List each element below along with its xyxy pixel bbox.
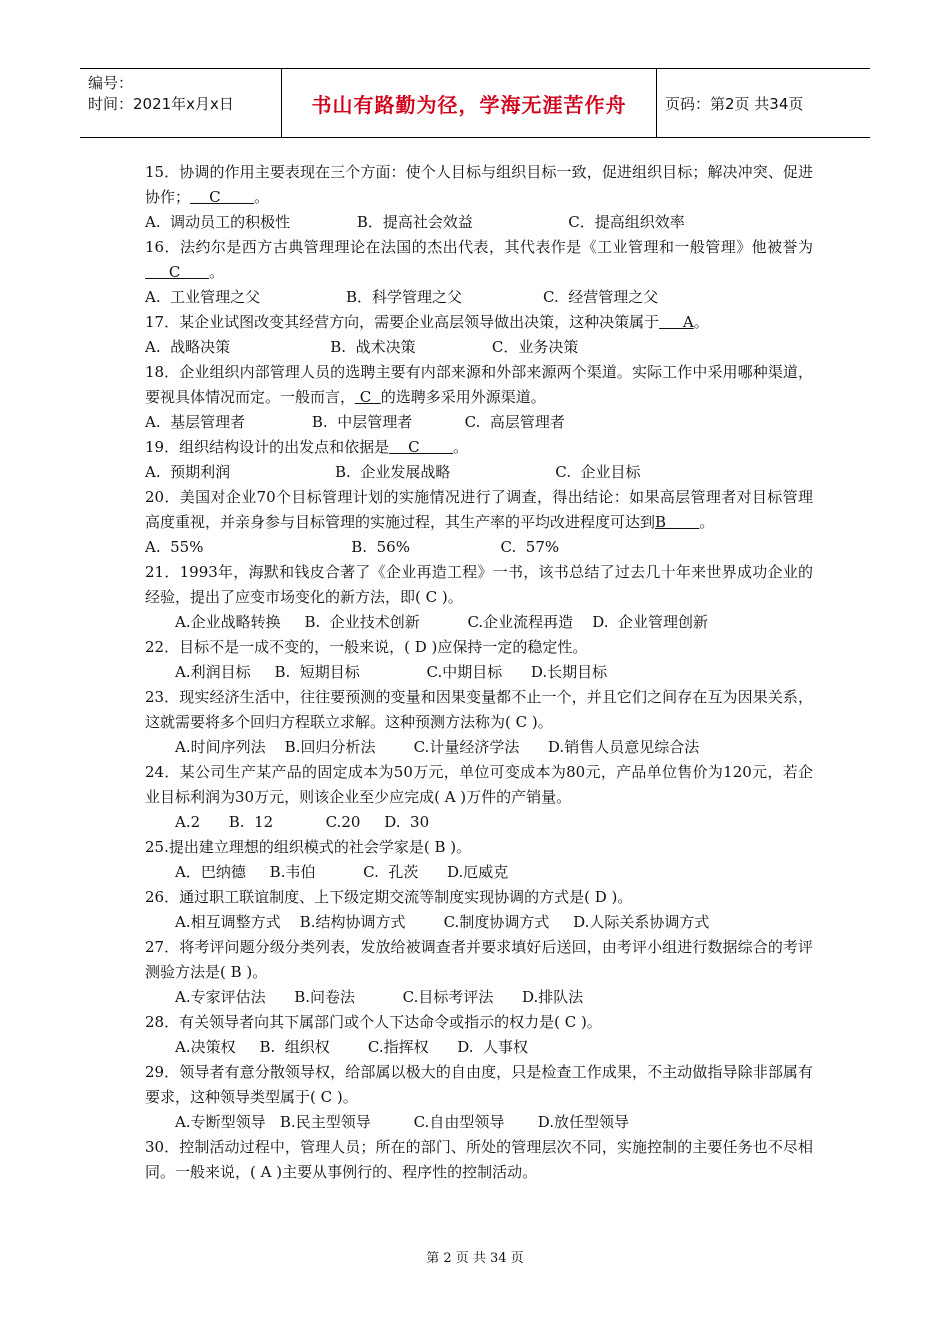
answer-options: A. 预期利润 B. 企业发展战略 C. 企业目标 — [145, 463, 641, 481]
header-page-cell — [657, 69, 870, 137]
question-text — [145, 835, 813, 860]
question-text — [145, 760, 813, 810]
answer-blank: C — [145, 263, 209, 281]
question-tail: 。 — [208, 263, 224, 281]
question-stem: 23．现实经济生活中，往往要预测的变量和因果变量都不止一个，并且它们之间存在互为因果关系，这就需要将多个回归方程联立求解。这种预测方法称为( C )。 — [145, 688, 813, 731]
question-stem: 18．企业组织内部管理人员的选聘主要有内部来源和外部来源两个渠道。实际工作中采用哪种渠道，要视具体情况而定。一般而言， — [145, 363, 813, 406]
question-text — [145, 485, 813, 535]
answer-options: A. 调动员工的积极性 B．提高社会效益 C．提高组织效率 — [145, 213, 685, 231]
answer-options: A. 战略决策 B. 战术决策 C．业务决策 — [145, 338, 579, 356]
answer-blank: A — [659, 313, 694, 331]
question-text — [145, 885, 813, 910]
answer-options: A.相互调整方式 B.结构协调方式 C.制度协调方式 D.人际关系协调方式 — [175, 913, 710, 931]
header-motto-cell — [282, 69, 657, 137]
question-text — [145, 310, 813, 335]
answer-options: A.专断型领导 B.民主型领导 C.自由型领导 D.放任型领导 — [175, 1113, 629, 1131]
answer-options: A.时间序列法 B.回归分析法 C.计量经济学法 D.销售人员意见综合法 — [175, 738, 700, 756]
question-stem: 28．有关领导者向其下属部门或个人下达命令或指示的权力是( C )。 — [145, 1013, 602, 1031]
question-text — [145, 235, 813, 285]
question-text — [145, 685, 813, 735]
answer-options: A.企业战略转换 B. 企业技术创新 C.企业流程再造 D. 企业管理创新 — [175, 613, 709, 631]
question-stem: 20．美国对企业70个目标管理计划的实施情况进行了调查，得出结论：如果高层管理者对目标管理高度重视，并亲身参与目标管理的实施过程，其生产率的平均改进程度可达到 — [145, 488, 813, 531]
answer-blank: B — [655, 513, 700, 531]
question-text — [145, 1135, 813, 1185]
question-stem: 24．某公司生产某产品的固定成本为50万元，单位可变成本为80元，产品单位售价为120元，若企业目标利润为30万元，则该企业至少应完成( A )万件的产销量。 — [145, 763, 813, 806]
question-stem: 26．通过职工联谊制度、上下级定期交流等制度实现协调的方式是( D )。 — [145, 888, 633, 906]
question-stem: 15．协调的作用主要表现在三个方面：使个人目标与组织目标一致，促进组织目标；解决冲突、促进协作； — [145, 163, 813, 206]
question-tail: 。 — [453, 438, 469, 456]
question-stem: 29．领导者有意分散领导权，给部属以极大的自由度，只是检查工作成果，不主动做指导除非部属有要求，这种领导类型属于( C )。 — [145, 1063, 813, 1106]
answer-options: A. 55% B. 56% C. 57% — [145, 538, 560, 556]
question-stem: 27．将考评问题分级分类列表，发放给被调查者并要求填好后送回，由考评小组进行数据综合的考评测验方法是( B )。 — [145, 938, 813, 981]
question-tail: 。 — [699, 513, 715, 531]
question-text — [145, 1060, 813, 1110]
question-stem: 19．组织结构设计的出发点和依据是 — [145, 438, 390, 456]
question-stem: 21．1993年，海默和钱皮合著了《企业再造工程》一书，该书总结了过去几十年来世界成功企业的经验，提出了应变市场变化的新方法，即( C )。 — [145, 563, 813, 606]
motto-text: 书山有路勤为径，学海无涯苦作舟 — [311, 92, 627, 117]
question-list — [145, 160, 813, 1185]
header-left-cell — [80, 69, 282, 137]
question-stem: 17．某企业试图改变其经营方向，需要企业高层领导做出决策，这种决策属于 — [145, 313, 660, 331]
question-text — [145, 1010, 813, 1035]
question-text — [145, 435, 813, 460]
date-label: 时间：2021年x月x日 — [88, 95, 234, 113]
question-tail: 的选聘多采用外源渠道。 — [380, 388, 546, 406]
answer-options: A．巴纳德 B.韦伯 C. 孔茨 D.厄威克 — [175, 863, 509, 881]
question-text — [145, 635, 813, 660]
answer-blank: C — [190, 188, 254, 206]
code-label: 编号： — [88, 74, 134, 92]
question-stem: 22．目标不是一成不变的，一般来说，( D )应保持一定的稳定性。 — [145, 638, 588, 656]
answer-options: A.决策权 B. 组织权 C.指挥权 D. 人事权 — [175, 1038, 529, 1056]
question-stem: 25.提出建立理想的组织模式的社会学家是( B )。 — [145, 838, 472, 856]
question-text — [145, 935, 813, 985]
answer-blank: C — [355, 388, 381, 406]
answer-options: A.专家评估法 B.问卷法 C.目标考评法 D.排队法 — [175, 988, 584, 1006]
question-text — [145, 360, 813, 410]
page-header — [80, 68, 870, 138]
answer-blank: C — [389, 438, 454, 456]
question-stem: 16．法约尔是西方古典管理理论在法国的杰出代表，其代表作是《工业管理和一般管理》他被誉为 — [145, 238, 813, 256]
question-tail: 。 — [253, 188, 269, 206]
answer-options: A.2 B. 12 C.20 D. 30 — [175, 813, 430, 831]
question-stem: 30．控制活动过程中，管理人员；所在的部门、所处的管理层次不同，实施控制的主要任务也不尽相同。一般来说，( A )主要从事例行的、程序性的控制活动。 — [145, 1138, 813, 1181]
page-info: 页码：第2页 共34页 — [665, 94, 804, 113]
question-text — [145, 160, 813, 210]
question-text — [145, 560, 813, 610]
answer-options: A. 工业管理之父 B．科学管理之父 C. 经营管理之父 — [145, 288, 659, 306]
answer-options: A. 基层管理者 B. 中层管理者 C. 高层管理者 — [145, 413, 565, 431]
answer-options: A.利润目标 B. 短期目标 C.中期目标 D.长期目标 — [175, 663, 608, 681]
page-footer: 第 2 页 共 34 页 — [426, 1251, 524, 1266]
question-tail: 。 — [693, 313, 709, 331]
